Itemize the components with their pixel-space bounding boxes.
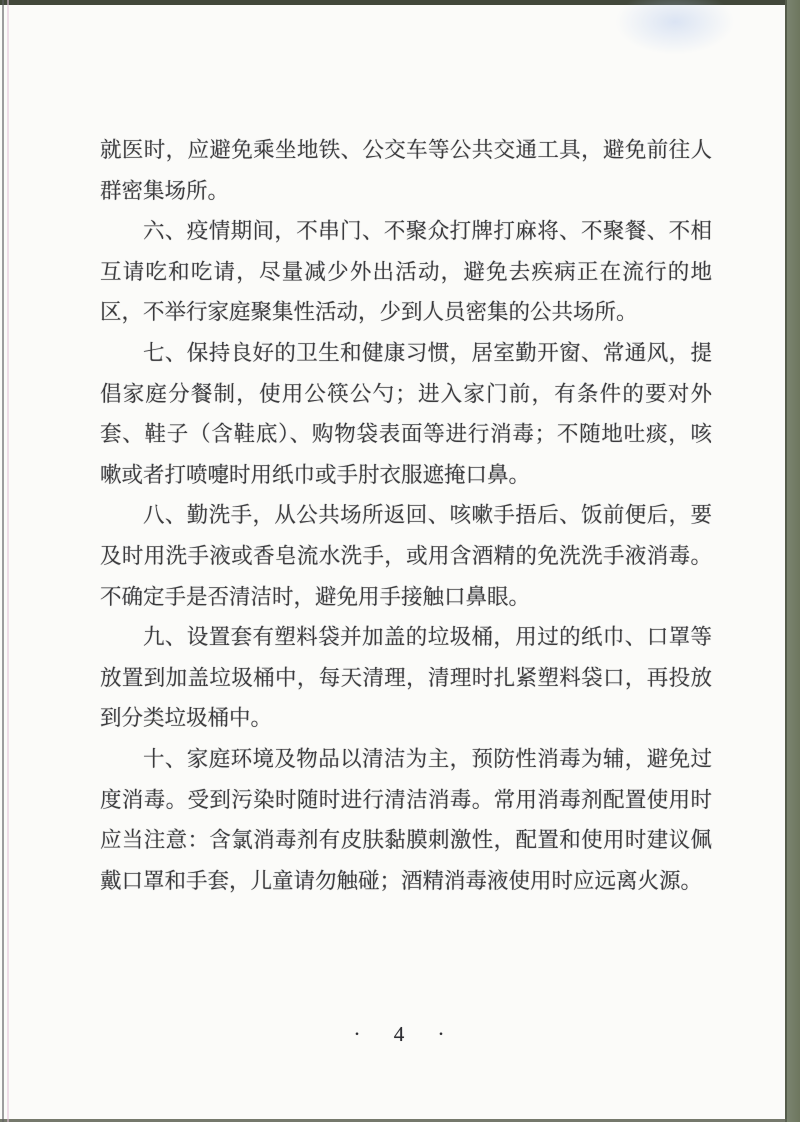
paragraph-item-seven: 七、保持良好的卫生和健康习惯，居室勤开窗、常通风，提倡家庭分餐制，使用公筷公勺；进入家门前，有条件的要对外套、鞋子（含鞋底）、购物袋表面等进行消毒；不随地吐痰，咳嗽或者打喷嚏时用纸巾或手肘衣服遮掩口鼻。 (100, 340, 712, 487)
scan-smudge-artifact (615, 0, 735, 55)
scan-edge-right (785, 0, 800, 1122)
scan-edge-left-line (2, 0, 4, 1122)
paragraph-item-nine: 九、设置套有塑料袋并加盖的垃圾桶，用过的纸巾、口罩等放置到加盖垃圾桶中，每天清理，清理时扎紧塑料袋口，再投放到分类垃圾桶中。 (100, 625, 712, 731)
paragraph-continued-from-previous-page: 就医时，应避免乘坐地铁、公交车等公共交通工具，避免前往人群密集场所。 (100, 138, 712, 203)
paragraph-item-six: 六、疫情期间，不串门、不聚众打牌打麻将、不聚餐、不相互请吃和吃请，尽量减少外出活动，避免去疾病正在流行的地区，不举行家庭聚集性活动，少到人员密集的公共场所。 (100, 219, 712, 325)
document-body (100, 130, 712, 901)
scan-edge-left-pink-line (7, 0, 9, 1122)
paragraph-item-eight: 八、勤洗手，从公共场所返回、咳嗽手捂后、饭前便后，要及时用洗手液或香皂流水洗手，或用含酒精的免洗洗手液消毒。不确定手是否清洁时，避免用手接触口鼻眼。 (100, 503, 712, 609)
page-number: · 4 · (353, 1022, 459, 1046)
paragraph-item-ten: 十、家庭环境及物品以清洁为主，预防性消毒为辅，避免过度消毒。受到污染时随时进行清洁消毒。常用消毒剂配置使用时应当注意：含氯消毒剂有皮肤黏膜刺激性，配置和使用时建议佩戴口罩和手套，儿童请勿触碰；酒精消毒液使用时应远离火源。 (100, 746, 712, 893)
